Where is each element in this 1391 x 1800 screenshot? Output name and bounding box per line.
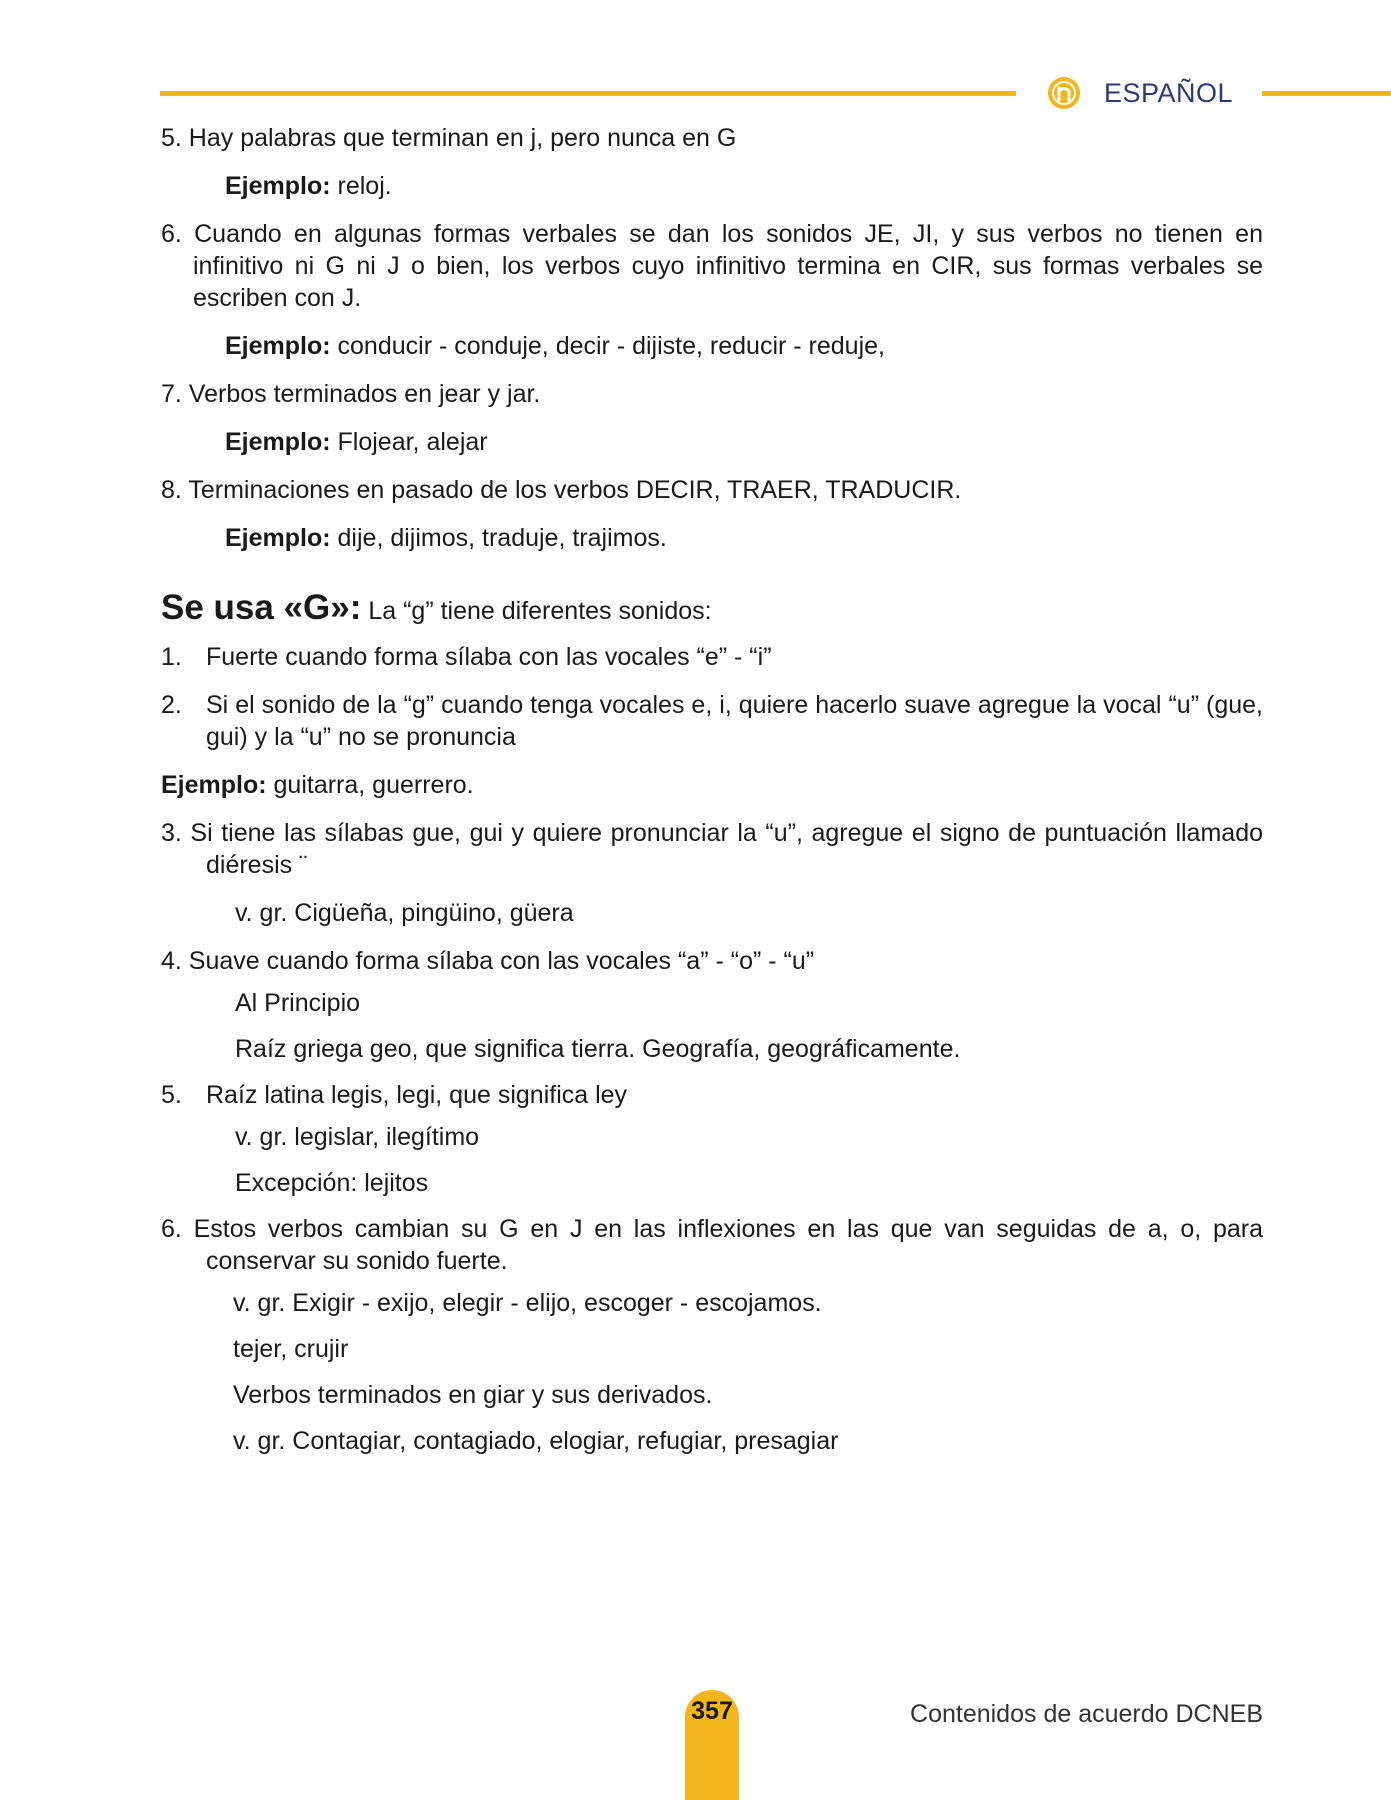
g-rule-5-exception: Excepción: lejitos: [235, 1169, 429, 1197]
page-content: [161, 122, 1263, 1457]
g-rule-2: [161, 689, 1263, 753]
j-rule-5: 5. Hay palabras que terminan en j, pero nunca en G: [161, 124, 737, 152]
g-rule-4: 4. Suave cuando forma sílaba con las vocales “a” - “o” - “u”: [161, 947, 815, 975]
g-rule-6-example-2: tejer, crujir: [233, 1335, 349, 1363]
g-rule-5-number: 5.: [161, 1081, 182, 1109]
g-rule-3-example: v. gr. Cigüeña, pingüino, güera: [235, 899, 574, 927]
footer-source: Contenidos de acuerdo DCNEB: [910, 1700, 1263, 1728]
g-rule-6-example-3: Verbos terminados en giar y sus derivados.: [233, 1381, 713, 1409]
g-rule-6: 6. Estos verbos cambian su G en J en las inflexiones en las que van seguidas de a, o, para conservar su sonido fuerte.: [161, 1215, 1263, 1275]
example-label: Ejemplo:: [225, 428, 331, 456]
header-rule-right: [1262, 91, 1391, 96]
j-rule-6: 6. Cuando en algunas formas verbales se dan los sonidos JE, JI, y sus verbos no tienen en infinitivo ni G ni J o bien, los verbos cuyo infinitivo termina en CIR, sus formas verbales se escriben con J.: [161, 220, 1263, 312]
example-text: dije, dijimos, traduje, trajimos.: [330, 524, 667, 552]
j-rule-7: 7. Verbos terminados en jear y jar.: [161, 380, 541, 408]
example-text: conducir - conduje, decir - dijiste, reducir - reduje,: [330, 332, 885, 360]
example-text: guitarra, guerrero.: [266, 771, 474, 799]
g-rule-6-example-4: v. gr. Contagiar, contagiado, elogiar, refugiar, presagiar: [233, 1427, 839, 1455]
example-text: Flojear, alejar: [330, 428, 488, 456]
g-section-heading: [161, 588, 1263, 627]
page-number: 357: [691, 1697, 733, 1725]
g-rule-3: 3. Si tiene las sílabas gue, gui y quiere pronunciar la “u”, agregue el signo de puntuación llamado diéresis ¨: [161, 819, 1263, 879]
example-label: Ejemplo:: [161, 771, 267, 799]
g-rule-5-example: v. gr. legislar, ilegítimo: [235, 1123, 480, 1151]
g-rule-5-text: Raíz latina legis, legi, que significa ley: [206, 1081, 628, 1109]
g-section-subtitle: La “g” tiene diferentes sonidos:: [361, 597, 712, 625]
g-rule-2-number: 2.: [161, 691, 182, 719]
j-rule-8: 8. Terminaciones en pasado de los verbos DECIR, TRAER, TRADUCIR.: [161, 476, 962, 504]
subject-title: ESPAÑOL: [1104, 78, 1234, 108]
g-rule-1: [161, 641, 1263, 673]
g-rule-2-text: Si el sonido de la “g” cuando tenga vocales e, i, quiere hacerlo suave agregue la vocal “u” (gue, gui) y la “u” no se pronuncia: [206, 691, 1263, 751]
g-rule-1-text: Fuerte cuando forma sílaba con las vocales “e” - “i”: [206, 643, 772, 671]
g-rule-4-sub-2: Raíz griega geo, que significa tierra. Geografía, geográficamente.: [235, 1035, 961, 1063]
g-section-title: Se usa «G»:: [161, 588, 362, 627]
header-rule-left: [160, 91, 1016, 96]
j-rule-5-example: [225, 170, 1263, 202]
g-rule-4-sub-1: Al Principio: [235, 989, 361, 1017]
example-label: Ejemplo:: [225, 332, 331, 360]
g-rule-1-number: 1.: [161, 643, 182, 671]
orange-circle-n-logo-icon: [1047, 76, 1081, 110]
j-rule-7-example: [225, 426, 1263, 458]
j-rule-6-example: [225, 330, 1263, 362]
g-rule-5: [161, 1079, 1263, 1111]
j-rule-8-example: [225, 522, 1263, 554]
g-rule-2-example: [161, 769, 1263, 801]
g-rule-6-example-1: v. gr. Exigir - exijo, elegir - elijo, escoger - escojamos.: [233, 1289, 822, 1317]
example-label: Ejemplo:: [225, 172, 331, 200]
example-label: Ejemplo:: [225, 524, 331, 552]
example-text: reloj.: [330, 172, 392, 200]
